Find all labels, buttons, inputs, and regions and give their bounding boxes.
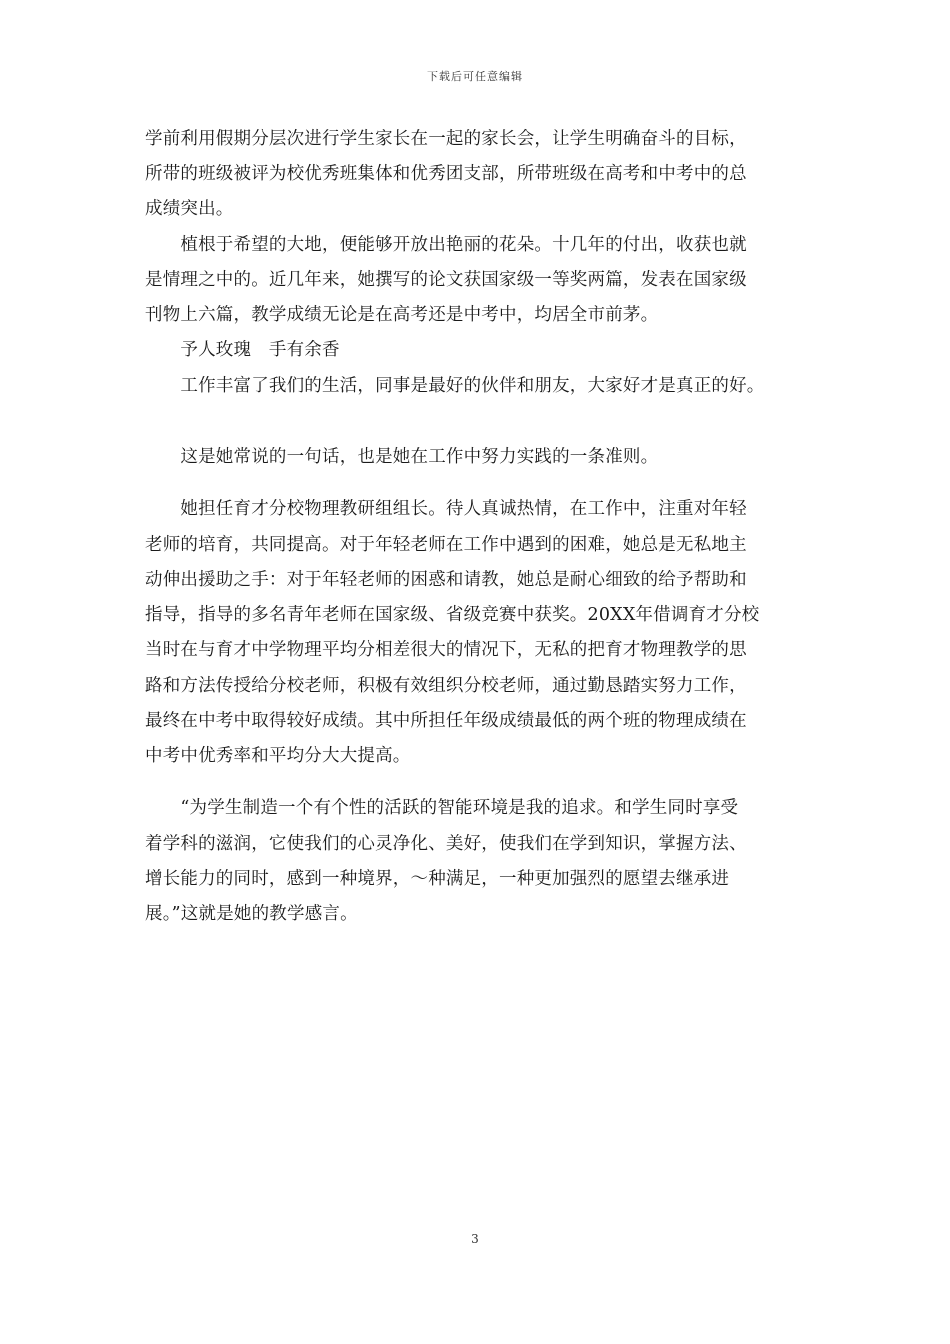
body-text-line: 老师的培育，共同提高。对于年轻老师在工作中遇到的困难，她总是无私地主	[145, 535, 747, 555]
body-text-line: 学前利用假期分层次进行学生家长在一起的家长会，让学生明确奋斗的目标，	[145, 129, 747, 149]
body-text-line: 工作丰富了我们的生活，同事是最好的伙伴和朋友，大家好才是真正的好。	[145, 376, 765, 396]
body-text-line: 刊物上六篇，教学成绩无论是在高考还是中考中，均居全市前茅。	[145, 305, 659, 325]
body-text-line: 植根于希望的大地，便能够开放出艳丽的花朵。十几年的付出，收获也就	[145, 235, 747, 255]
body-text-line: 展。”这就是她的教学感言。	[145, 904, 358, 924]
body-text-line: 她担任育才分校物理教研组组长。待人真诚热情，在工作中，注重对年轻	[145, 499, 747, 519]
body-text-line: 动伸出援助之手：对于年轻老师的困惑和请教，她总是耐心细致的给予帮助和	[145, 570, 747, 590]
body-text-line: 路和方法传授给分校老师，积极有效组织分校老师，通过勤恳踏实努力工作，	[145, 676, 747, 696]
body-text-line: 中考中优秀率和平均分大大提高。	[145, 746, 411, 766]
body-text-line: “为学生制造一个有个性的活跃的智能环境是我的追求。和学生同时享受	[145, 798, 739, 818]
page-number: 3	[471, 1232, 479, 1246]
page-header: 下载后可任意编辑	[427, 70, 523, 83]
body-text-line: 指导，指导的多名青年老师在国家级、省级竞赛中获奖。20XX年借调育才分校	[145, 605, 760, 625]
body-text-line: 这是她常说的一句话，也是她在工作中努力实践的一条准则。	[145, 447, 659, 467]
body-text-line: 是情理之中的。近几年来，她撰写的论文获国家级一等奖两篇，发表在国家级	[145, 270, 747, 290]
section-heading: 予人玫瑰 手有余香	[145, 340, 340, 360]
body-text-line: 当时在与育才中学物理平均分相差很大的情况下，无私的把育才物理教学的思	[145, 640, 747, 660]
body-text-line: 成绩突出。	[145, 199, 234, 219]
body-text-line: 所带的班级被评为校优秀班集体和优秀团支部，所带班级在高考和中考中的总	[145, 164, 747, 184]
body-text-line: 最终在中考中取得较好成绩。其中所担任年级成绩最低的两个班的物理成绩在	[145, 711, 747, 731]
body-text-line: 增长能力的同时，感到一种境界，～种满足，一种更加强烈的愿望去继承进	[145, 869, 730, 889]
body-text-line: 着学科的滋润，它使我们的心灵净化、美好，使我们在学到知识，掌握方法、	[145, 834, 747, 854]
